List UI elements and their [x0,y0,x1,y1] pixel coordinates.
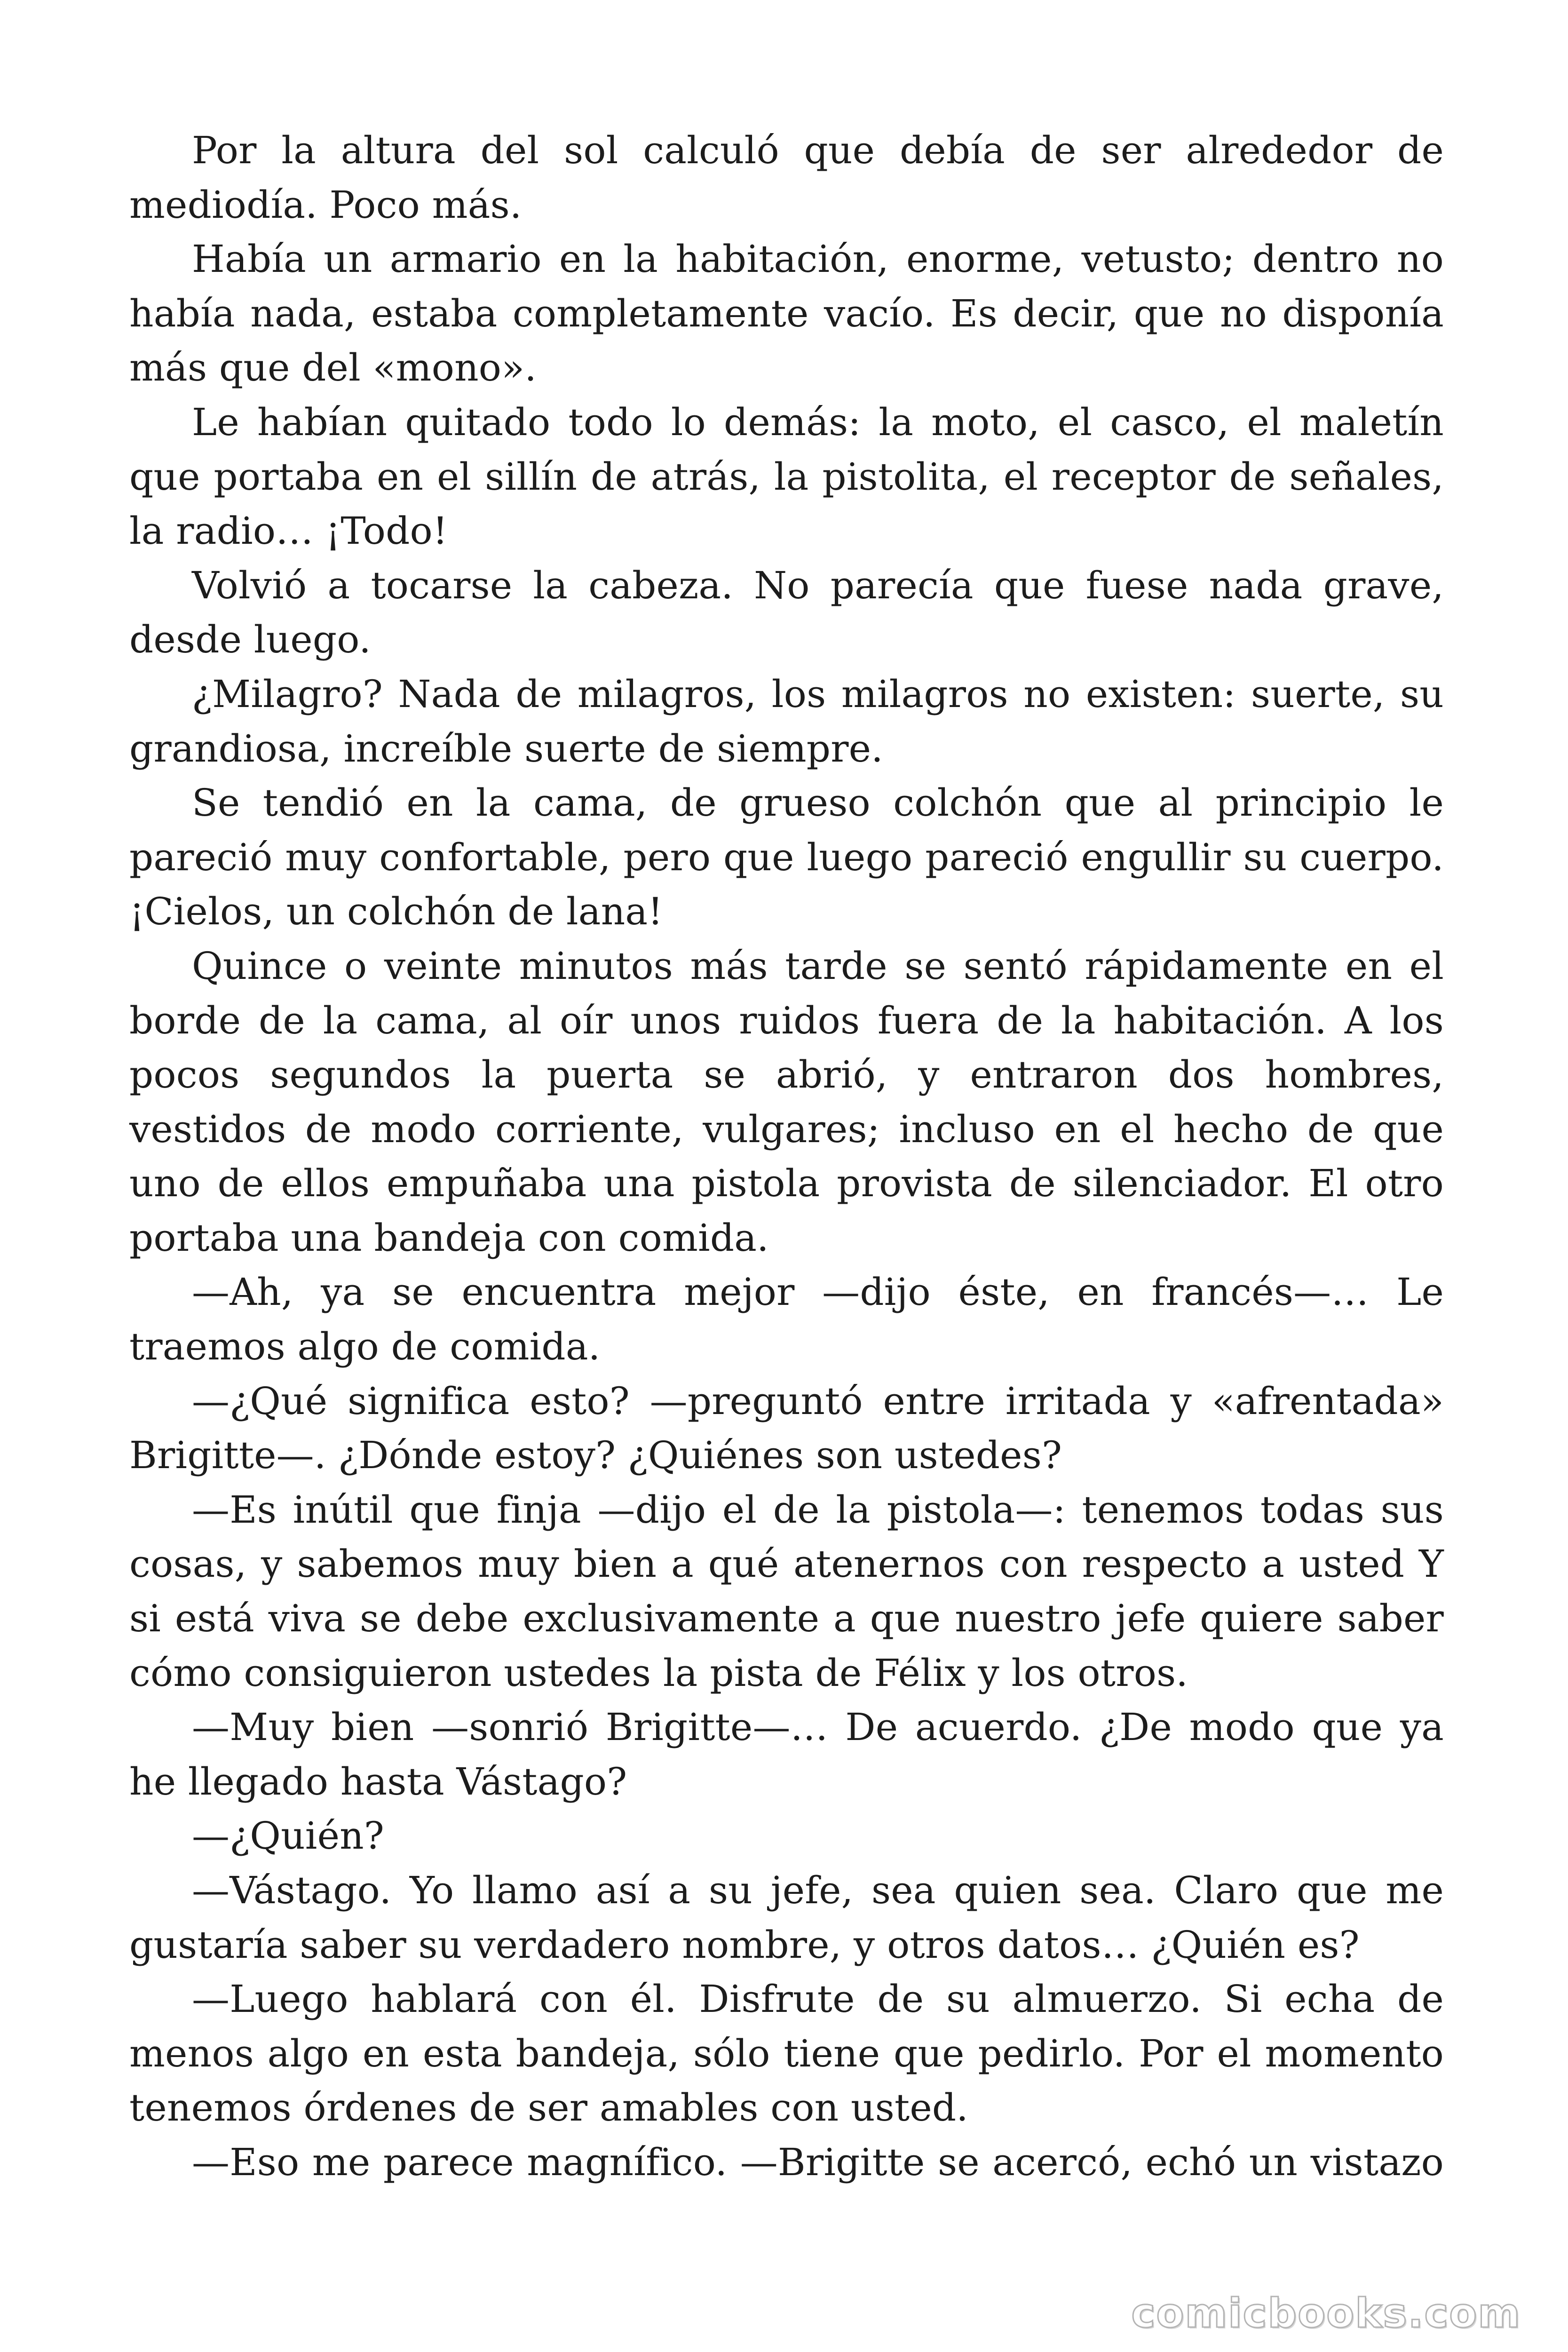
paragraph: Se tendió en la cama, de grueso colchón que al principio le pareció muy confortable, pero que luego pareció engullir su cuerpo. ¡Cielos, un colchón de lana! [129,781,1444,934]
paragraph: —¿Quién? [192,1814,384,1858]
paragraph-continued: —Eso me parece magnífico. —Brigitte se acercó, echó un vistazo [192,2140,1444,2184]
paragraph: ¿Milagro? Nada de milagros, los milagros no existen: suerte, su grandiosa, increíble suerte de siempre. [129,672,1444,771]
paragraph: —Muy bien —sonrió Brigitte—… De acuerdo. ¿De modo que ya he llegado hasta Vástago? [129,1705,1444,1804]
paragraph: Le habían quitado todo lo demás: la moto, el casco, el maletín que portaba en el sillín de atrás, la pistolita, el receptor de señales, la radio… ¡Todo! [129,400,1444,553]
page-body [129,123,1444,2190]
paragraph: Por la altura del sol calculó que debía de ser alrededor de mediodía. Poco más. [129,128,1444,227]
paragraph: Volvió a tocarse la cabeza. No parecía que fuese nada grave, desde luego. [129,563,1444,662]
paragraph: —Es inútil que finja —dijo el de la pistola—: tenemos todas sus cosas, y sabemos muy bien a qué atenernos con respecto a usted Y si está viva se debe exclusivamente a que nuestro jefe quiere saber cómo consiguieron ustedes la pista de Félix y los otros. [129,1487,1444,1695]
paragraph: —Vástago. Yo llamo así a su jefe, sea quien sea. Claro que me gustaría saber su verdadero nombre, y otros datos… ¿Quién es? [129,1868,1444,1967]
watermark: comicbooks.com [1131,2290,1521,2337]
paragraph: Quince o veinte minutos más tarde se sentó rápidamente en el borde de la cama, al oír unos ruidos fuera de la habitación. A los pocos segundos la puerta se abrió, y entraron dos hombres, vestidos de modo corriente, vulgares; incluso en el hecho de que uno de ellos empuñaba una pistola provista de silenciador. El otro portaba una bandeja con comida. [129,944,1444,1260]
paragraph: —Ah, ya se encuentra mejor —dijo éste, en francés—… Le traemos algo de comida. [129,1270,1444,1369]
paragraph: Había un armario en la habitación, enorme, vetusto; dentro no había nada, estaba completamente vacío. Es decir, que no disponía más que del «mono». [129,237,1444,390]
paragraph: —¿Qué significa esto? —preguntó entre irritada y «afrentada» Brigitte—. ¿Dónde estoy? ¿Quiénes son ustedes? [129,1379,1444,1478]
paragraph: —Luego hablará con él. Disfrute de su almuerzo. Si echa de menos algo en esta bandeja, sólo tiene que pedirlo. Por el momento tenemos órdenes de ser amables con usted. [129,1977,1444,2130]
